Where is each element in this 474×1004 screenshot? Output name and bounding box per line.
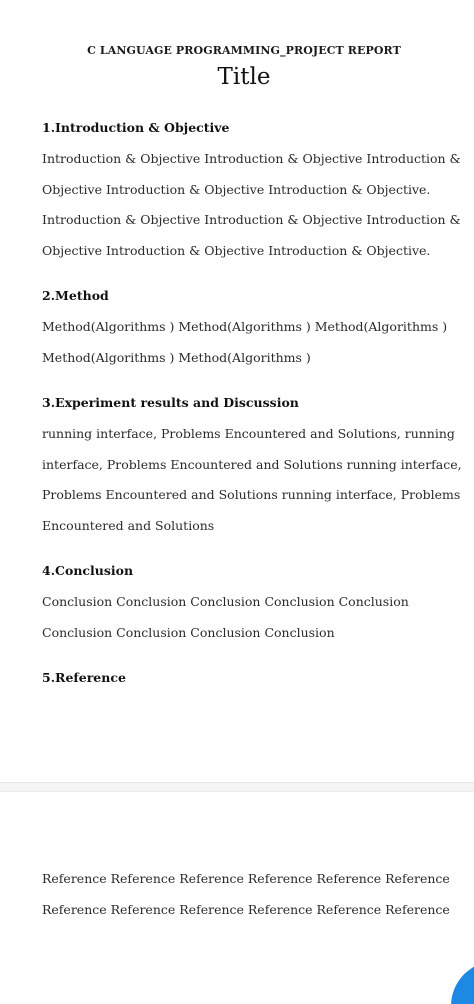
section-heading-reference: 5.Reference: [42, 670, 126, 685]
section-heading-introduction: 1.Introduction & Objective: [42, 120, 230, 135]
text-line: interface, Problems Encountered and Solutions running interface,: [42, 456, 462, 472]
text-line: Reference Reference Reference Reference Reference Reference: [42, 901, 450, 917]
text-line: Conclusion Conclusion Conclusion Conclusion Conclusion: [42, 594, 409, 609]
section-body-introduction: [42, 144, 461, 266]
page-break: [0, 782, 474, 792]
section-heading-method: 2.Method: [42, 288, 109, 303]
text-line: Reference Reference Reference Reference Reference Reference: [42, 871, 450, 886]
text-line: Method(Algorithms ) Method(Algorithms ): [42, 349, 311, 365]
report-header: C LANGUAGE PROGRAMMING_PROJECT REPORT: [87, 44, 401, 57]
section-body-reference: [42, 864, 450, 925]
text-line: Conclusion Conclusion Conclusion Conclusion: [42, 624, 335, 640]
section-body-conclusion: [42, 587, 442, 648]
section-body-method: [42, 312, 448, 373]
text-line: Introduction & Objective Introduction & Objective Introduction &: [42, 212, 461, 228]
text-line: Objective Introduction & Objective Introduction & Objective.: [42, 181, 431, 197]
text-line: Introduction & Objective Introduction & Objective Introduction &: [42, 151, 461, 166]
section-heading-conclusion: 4.Conclusion: [42, 563, 134, 578]
text-line: Problems Encountered and Solutions running interface, Problems: [42, 487, 461, 503]
floating-action-button-icon[interactable]: [451, 961, 474, 1004]
section-heading-experiment: 3.Experiment results and Discussion: [42, 395, 299, 410]
text-line: Encountered and Solutions: [42, 517, 215, 533]
text-line: running interface, Problems Encountered and Solutions, running: [42, 426, 455, 441]
text-line: Objective Introduction & Objective Introduction & Objective.: [42, 242, 431, 258]
section-body-experiment: [42, 419, 462, 541]
text-line: Method(Algorithms ) Method(Algorithms ) Method(Algorithms ): [42, 319, 448, 334]
report-title: Title: [217, 64, 271, 90]
